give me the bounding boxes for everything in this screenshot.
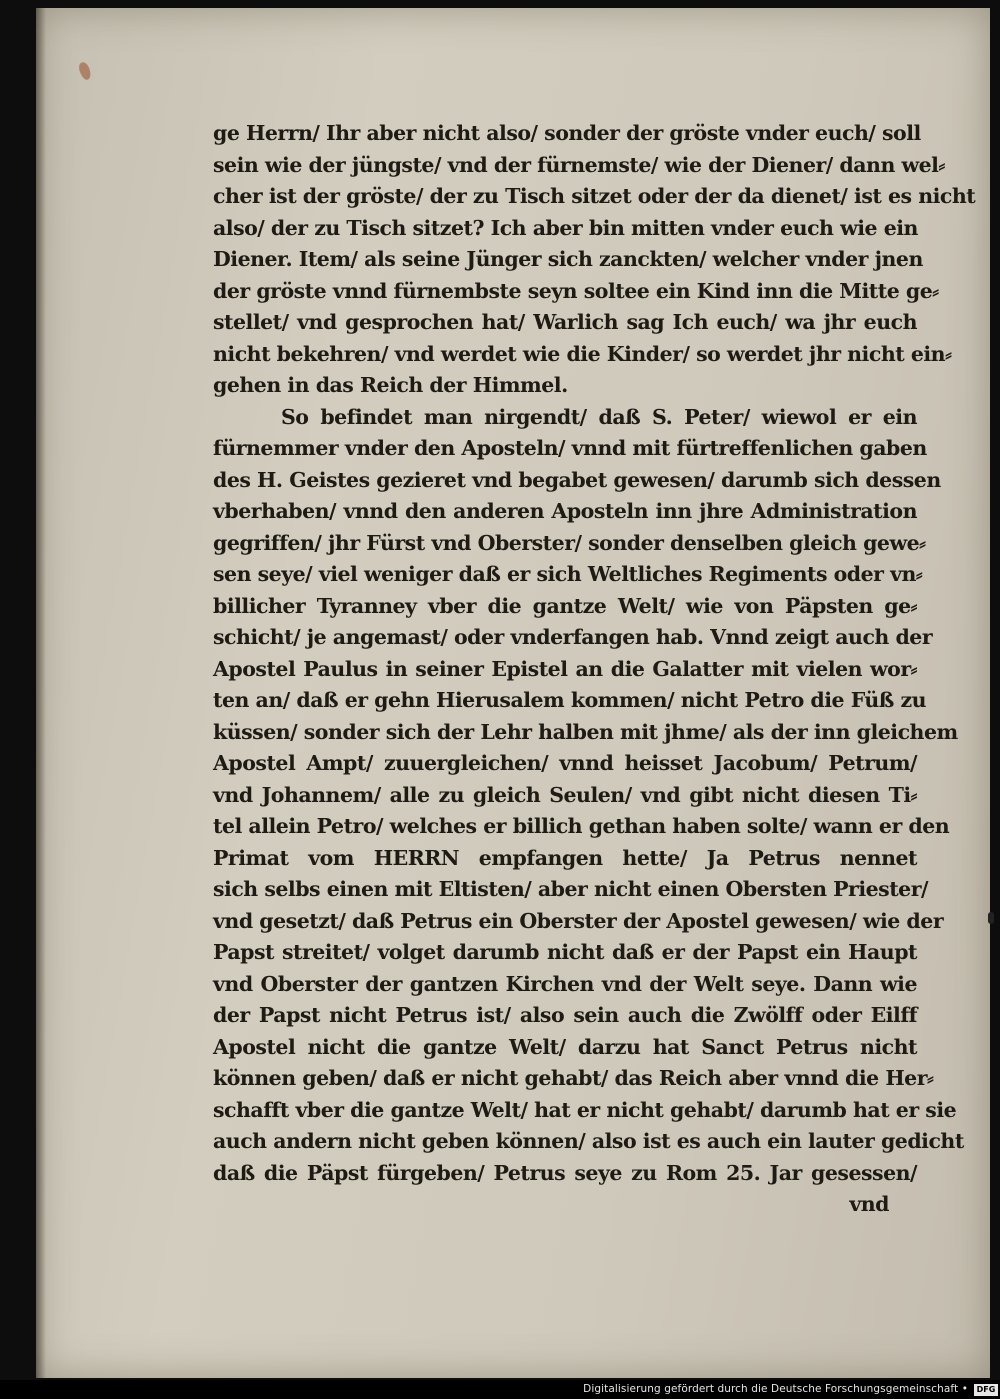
- text-line: sein wie der jüngste/ vnd der fürnemste/ wie der Diener/ dann wel⸗: [213, 152, 945, 177]
- text-line: also/ der zu Tisch sitzet? Ich aber bin mitten vnder euch wie ein: [213, 215, 918, 240]
- text-line: schicht/ je angemast/ oder vnderfangen hab. Vnnd zeigt auch der: [213, 625, 933, 649]
- text-line: Apostel Paulus in seiner Epistel an die Galatter mit vielen wor⸗: [213, 656, 917, 681]
- text-line: Papst streitet/ volget darumb nicht daß er der Papst ein Haupt: [213, 940, 917, 964]
- text-line: des H. Geistes gezieret vnd begabet gewesen/ darumb sich dessen: [213, 467, 941, 492]
- text-line: schafft vber die gantze Welt/ hat er nicht gehabt/ darumb hat er sie: [213, 1097, 957, 1122]
- binding-shadow: [36, 8, 46, 1378]
- paper-stain: [77, 61, 94, 82]
- edge-mark: [988, 912, 994, 924]
- text-line: ge Herrn/ Ihr aber nicht also/ sonder der gröste vnder euch/ soll: [213, 121, 921, 145]
- text-line: tel allein Petro/ welches er billich gethan haben solte/ wann er den: [213, 814, 950, 838]
- text-line: Apostel nicht die gantze Welt/ darzu hat Sanct Petrus nicht: [213, 1034, 917, 1059]
- text-line: vnd Johannem/ alle zu gleich Seulen/ vnd gibt nicht diesen Ti⸗: [213, 782, 917, 807]
- footer-credit: [583, 1383, 968, 1395]
- text-line: daß die Päpst fürgeben/ Petrus seye zu Rom 25. Jar gesessen/: [213, 1160, 917, 1185]
- dfg-logo-icon: DFG: [974, 1384, 998, 1396]
- body-text: [213, 118, 976, 1221]
- text-line: cher ist der gröste/ der zu Tisch sitzet oder der da dienet/ ist es nicht: [213, 184, 976, 208]
- text-line: der Papst nicht Petrus ist/ also sein auch die Zwölff oder Eilff: [213, 1003, 917, 1027]
- text-line: gegriffen/ jhr Fürst vnd Oberster/ sonder denselben gleich gewe⸗: [213, 530, 926, 555]
- text-line: stellet/ vnd gesprochen hat/ Warlich sag Ich euch/ wa jhr euch: [213, 310, 917, 334]
- text-line: können geben/ daß er nicht gehabt/ das Reich aber vnnd die Her⸗: [213, 1066, 934, 1090]
- text-line: billicher Tyranney vber die gantze Welt/ wie von Päpsten ge⸗: [213, 593, 917, 618]
- text-line: vberhaben/ vnnd den anderen Aposteln inn jhre Administration: [213, 499, 917, 523]
- text-line: nicht bekehren/ vnd werdet wie die Kinder/ so werdet jhr nicht ein⸗: [213, 341, 952, 366]
- text-line: Primat vom HERRN empfangen hette/ Ja Petrus nennet: [213, 845, 917, 870]
- catchword: vnd: [849, 1192, 889, 1216]
- text-line: vnd gesetzt/ daß Petrus ein Oberster der Apostel gewesen/ wie der: [213, 908, 944, 933]
- footer-separator: •: [961, 1383, 968, 1395]
- footer-bar: [0, 1381, 1000, 1399]
- text-line: gehen in das Reich der Himmel.: [213, 373, 568, 397]
- text-line: küssen/ sonder sich der Lehr halben mit jhme/ als der inn gleichem: [213, 719, 958, 744]
- text-line: Diener. Item/ als seine Jünger sich zanckten/ welcher vnder jnen: [213, 247, 923, 271]
- footer-credit-text: Digitalisierung gefördert durch die Deutsche Forschungsgemeinschaft: [583, 1383, 959, 1395]
- text-line: der gröste vnnd fürnembste seyn soltee ein Kind inn die Mitte ge⸗: [213, 278, 939, 303]
- text-line: So befindet man nirgendt/ daß S. Peter/ wiewol er ein: [281, 404, 917, 429]
- text-line: sen seye/ viel weniger daß er sich Weltliches Regiments oder vn⸗: [213, 562, 923, 586]
- text-line: vnd Oberster der gantzen Kirchen vnd der Welt seye. Dann wie: [213, 971, 917, 996]
- text-line: sich selbs einen mit Eltisten/ aber nicht einen Obersten Priester/: [213, 877, 929, 901]
- text-line: Apostel Ampt/ zuuergleichen/ vnnd heisset Jacobum/ Petrum/: [213, 751, 917, 775]
- text-line: fürnemmer vnder den Aposteln/ vnnd mit fürtreffenlichen gaben: [213, 436, 927, 460]
- text-line: ten an/ daß er gehn Hierusalem kommen/ nicht Petro die Füß zu: [213, 688, 927, 712]
- text-line: auch andern nicht geben können/ also ist es auch ein lauter gedicht: [213, 1129, 964, 1153]
